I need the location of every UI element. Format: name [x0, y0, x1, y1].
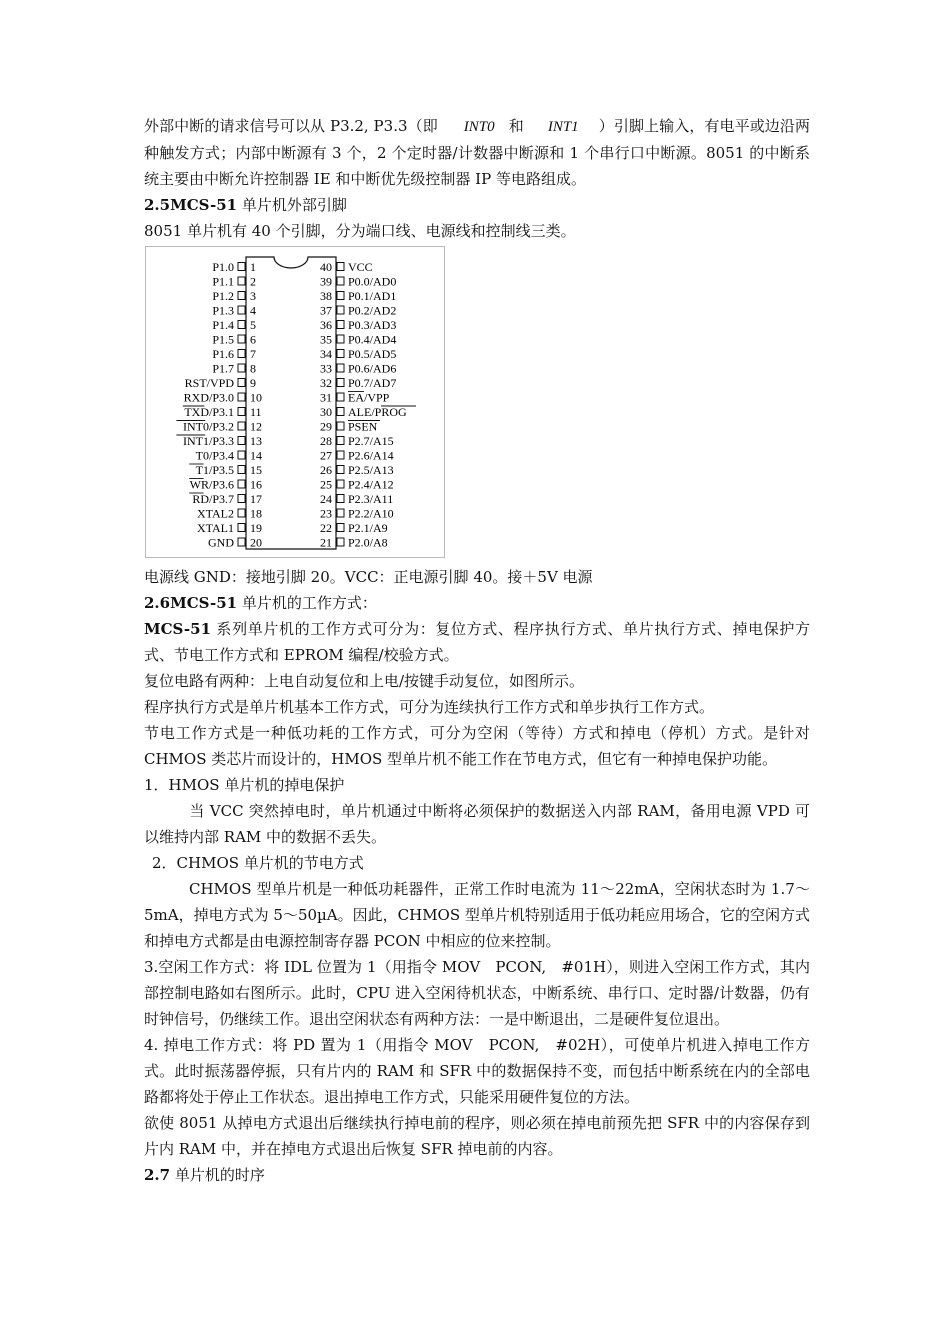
pin-number-right: 26: [320, 463, 332, 477]
pin-box-left: [238, 495, 245, 503]
hmos-body: [144, 798, 810, 850]
pin-label-left: P1.1: [212, 274, 234, 289]
pin-number-left: 9: [250, 376, 256, 390]
pin-box-left: [238, 263, 245, 271]
int0-symbol: INT0: [463, 119, 495, 135]
pin-label-left: WR/P3.6: [189, 477, 234, 492]
pin-box-right: [337, 292, 344, 300]
pin-box-left: [238, 422, 245, 430]
pin-label-right: P0.5/AD5: [348, 347, 397, 361]
pin-box-right: [337, 480, 344, 488]
pin-number-right: 38: [320, 289, 332, 303]
chip-pinout-svg: [146, 247, 444, 557]
pin-number-right: 37: [320, 303, 332, 318]
pin-label-right: P2.1/A9: [348, 521, 388, 535]
pin-number-right: 35: [320, 332, 332, 347]
pin-number-right: 22: [320, 521, 332, 535]
modes-text: 系列单片机的工作方式可分为：复位方式、程序执行方式、单片执行方式、掉电保护方式、节电工作方式和 EPROM 编程/校验方式。: [144, 620, 810, 664]
pin-box-left: [238, 408, 245, 416]
pin-box-right: [337, 277, 344, 285]
pin-number-right: 25: [320, 477, 332, 492]
hmos-body-text: 当 VCC 突然掉电时，单片机通过中断将必须保护的数据送入内部 RAM，备用电源 VPD 可以维持内部 RAM 中的数据不丢失。: [144, 802, 810, 846]
pin-number-left: 18: [250, 506, 262, 521]
pin-number-left: 20: [250, 535, 262, 550]
pin-box-right: [337, 538, 344, 546]
modes-bold: MCS-51: [144, 620, 212, 638]
pin-number-right: 32: [320, 376, 332, 390]
pin-number-left: 15: [250, 463, 262, 477]
pin-number-right: 27: [320, 448, 332, 463]
pins-intro: 8051 单片机有 40 个引脚，分为端口线、电源线和控制线三类。: [144, 222, 576, 240]
chmos-body-text: CHMOS 型单片机是一种低功耗器件，正常工作时电流为 11～22mA，空闲状态时为 1.7～5mA，掉电方式为 5～50µA。因此，CHMOS 型单片机特别适用于低功耗应用场合，它的空闲方式和掉电方式都是由电源控制寄存器 PCON 中相应的位来控制。: [144, 880, 810, 950]
pin-label-left: INT1/P3.3: [183, 434, 234, 448]
pin-box-right: [337, 393, 344, 401]
pin-label-right: P2.6/A14: [348, 448, 394, 463]
pin-label-right: P0.2/AD2: [348, 303, 397, 318]
pin-label-left: XTAL1: [196, 521, 234, 535]
pin-number-left: 11: [250, 405, 262, 419]
and-word: 和: [508, 117, 524, 135]
pin-number-left: 16: [250, 477, 262, 492]
pin-box-right: [337, 466, 344, 474]
pin-box-right: [337, 451, 344, 459]
pin-number-left: 19: [250, 521, 262, 535]
pin-number-left: 14: [250, 448, 262, 463]
pin-label-right: P2.4/A12: [348, 477, 394, 492]
pin-label-left: INT0/P3.2: [183, 419, 234, 434]
powerdown-paragraph: 4. 掉电工作方式：将 PD 置为 1（用指令 MOV PCON, #02H），可使单片机进入掉电工作方式。此时振荡器停振，只有片内的 RAM 和 SFR 中的数据保持不变，而包括中断系统在内的全部电路都将处于停止工作状态。退出掉电工作方式，只能采用硬件复位的方法。: [144, 1036, 810, 1106]
pin-box-right: [337, 350, 344, 358]
pin-label-right: VCC: [348, 260, 373, 274]
section-2-5-heading: [144, 192, 810, 218]
pin-box-right: [337, 335, 344, 343]
pin-box-left: [238, 480, 245, 488]
idle-paragraph: 3.空闲工作方式：将 IDL 位置为 1（用指令 MOV PCON, #01H），则进入空闲工作方式，其内部控制电路如右图所示。此时，CPU 进入空闲待机状态，中断系统、串行口、定时器/计数器，仍有时钟信号，仍继续工作。退出空闲状态有两种方法：一是中断退出，二是硬件复位退出。: [144, 958, 810, 1028]
pin-label-left: P1.7: [212, 361, 234, 376]
pin-box-left: [238, 335, 245, 343]
pin-number-right: 39: [320, 274, 332, 289]
pin-label-right: P2.3/A11: [348, 492, 394, 506]
pin-number-right: 36: [320, 318, 332, 332]
pin-number-right: 34: [320, 347, 332, 361]
pin-box-right: [337, 379, 344, 387]
document-page: [144, 113, 810, 1188]
pin-label-left: RD/P3.7: [192, 492, 234, 506]
section-title: 单片机外部引脚: [237, 196, 347, 214]
hmos-title: 1．HMOS 单片机的掉电保护: [144, 776, 345, 794]
power-save-paragraph: 节电工作方式是一种低功耗的工作方式，可分为空闲（等待）方式和掉电（停机）方式。是针对 CHMOS 类芯片而设计的，HMOS 型单片机不能工作在节电方式，但它有一种掉电保护功能。: [144, 724, 810, 768]
pin-number-left: 3: [250, 289, 256, 303]
pin-box-left: [238, 379, 245, 387]
pin-number-left: 17: [250, 492, 262, 506]
pin-box-left: [238, 292, 245, 300]
pin-label-left: GND: [208, 535, 234, 550]
pin-number-left: 4: [250, 303, 256, 318]
pin-label-left: P1.2: [212, 289, 234, 303]
pin-number-left: 2: [250, 274, 256, 289]
pin-box-right: [337, 524, 344, 532]
power-line-text: 电源线 GND：接地引脚 20。VCC：正电源引脚 40。接＋5V 电源: [144, 568, 593, 586]
pin-number-right: 40: [320, 260, 332, 274]
pin-box-left: [238, 364, 245, 372]
pin-box-left: [238, 321, 245, 329]
pin-box-left: [238, 306, 245, 314]
pin-label-right: P0.0/AD0: [348, 274, 397, 289]
pin-label-left: T0/P3.4: [195, 448, 234, 463]
pin-label-left: RST/VPD: [184, 376, 234, 390]
chmos-body: [144, 876, 810, 954]
section-number: 2.6MCS-51: [144, 594, 238, 612]
pin-label-left: RXD/P3.0: [183, 390, 234, 405]
pin-box-left: [238, 509, 245, 517]
reset-paragraph: 复位电路有两种：上电自动复位和上电/按键手动复位，如图所示。: [144, 672, 585, 690]
pin-label-right: P0.7/AD7: [348, 376, 397, 390]
section-title: 单片机的工作方式：: [237, 594, 377, 612]
pin-label-right: P0.6/AD6: [348, 361, 397, 376]
pin-box-right: [337, 437, 344, 445]
section-2-7-heading: [144, 1162, 810, 1188]
pin-box-left: [238, 393, 245, 401]
pin-box-left: [238, 451, 245, 459]
pin-box-left: [238, 466, 245, 474]
pin-number-left: 13: [250, 434, 262, 448]
restore-paragraph: 欲使 8051 从掉电方式退出后继续执行掉电前的程序，则必须在掉电前预先把 SFR 中的内容保存到片内 RAM 中，并在掉电方式退出后恢复 SFR 掉电前的内容。: [144, 1114, 810, 1158]
pin-box-right: [337, 509, 344, 517]
pin-label-right: P0.4/AD4: [348, 332, 397, 347]
pin-box-right: [337, 263, 344, 271]
interrupt-paragraph: [144, 113, 810, 192]
pin-number-right: 24: [320, 492, 332, 506]
pin-number-left: 5: [250, 318, 256, 332]
pin-label-left: T1/P3.5: [195, 463, 234, 477]
exec-paragraph: 程序执行方式是单片机基本工作方式，可分为连续执行工作方式和单步执行工作方式。: [144, 698, 715, 716]
pin-number-left: 1: [250, 260, 256, 274]
section-2-6-heading: [144, 590, 810, 616]
pin-number-right: 30: [320, 405, 332, 419]
pin-label-right: ALE/PROG: [348, 405, 407, 419]
pin-label-right: P0.3/AD3: [348, 318, 397, 332]
pin-label-left: TXD/P3.1: [184, 405, 234, 419]
pin-number-left: 8: [250, 361, 256, 376]
pin-label-right: P2.0/A8: [348, 535, 388, 550]
pin-number-left: 6: [250, 332, 256, 347]
pin-label-left: P1.0: [212, 260, 234, 274]
pin-label-left: P1.3: [212, 303, 234, 318]
interrupt-text-start: 外部中断的请求信号可以从 P3.2, P3.3（即: [144, 117, 438, 135]
pin-number-left: 10: [250, 390, 262, 405]
pin-box-right: [337, 495, 344, 503]
pinout-diagram: [145, 246, 445, 558]
interrupt-text-end: ）引脚上输入，有电平或边沿两种触发方式；内部中断源有 3 个，2 个定时器/计数器中断源和 1 个串行口中断源。8051 的中断系统主要由中断允许控制器 IE 和中断优先级控制器 IP 等电路组成。: [144, 117, 810, 188]
pin-label-left: XTAL2: [196, 506, 234, 521]
pin-label-left: P1.4: [212, 318, 234, 332]
pin-number-right: 33: [320, 361, 332, 376]
pin-label-right: PSEN: [348, 419, 378, 434]
pin-box-right: [337, 306, 344, 314]
pin-box-left: [238, 350, 245, 358]
section-number: 2.7: [144, 1166, 171, 1184]
pin-box-right: [337, 408, 344, 416]
pin-box-right: [337, 364, 344, 372]
pin-number-right: 23: [320, 506, 332, 521]
chmos-title: 2．CHMOS 单片机的节电方式: [152, 854, 364, 872]
pin-box-left: [238, 277, 245, 285]
int1-symbol: INT1: [547, 119, 579, 135]
pin-box-right: [337, 321, 344, 329]
pin-number-left: 12: [250, 419, 262, 434]
pin-label-right: P0.1/AD1: [348, 289, 397, 303]
section-number: 2.5MCS-51: [144, 196, 238, 214]
pin-box-left: [238, 538, 245, 546]
pin-number-right: 29: [320, 419, 332, 434]
pin-label-left: P1.5: [212, 332, 234, 347]
pin-label-right: P2.2/A10: [348, 506, 394, 521]
pin-label-right: P2.7/A15: [348, 434, 394, 448]
modes-paragraph: [144, 616, 810, 668]
pin-label-right: P2.5/A13: [348, 463, 394, 477]
pin-box-left: [238, 437, 245, 445]
pin-number-right: 31: [320, 390, 332, 405]
pin-box-left: [238, 524, 245, 532]
pin-number-right: 28: [320, 434, 332, 448]
pin-number-right: 21: [320, 535, 332, 550]
pin-label-right: EA/VPP: [348, 390, 390, 405]
pin-box-right: [337, 422, 344, 430]
pin-label-left: P1.6: [212, 347, 234, 361]
section-title: 单片机的时序: [170, 1166, 265, 1184]
pin-number-left: 7: [250, 347, 256, 361]
